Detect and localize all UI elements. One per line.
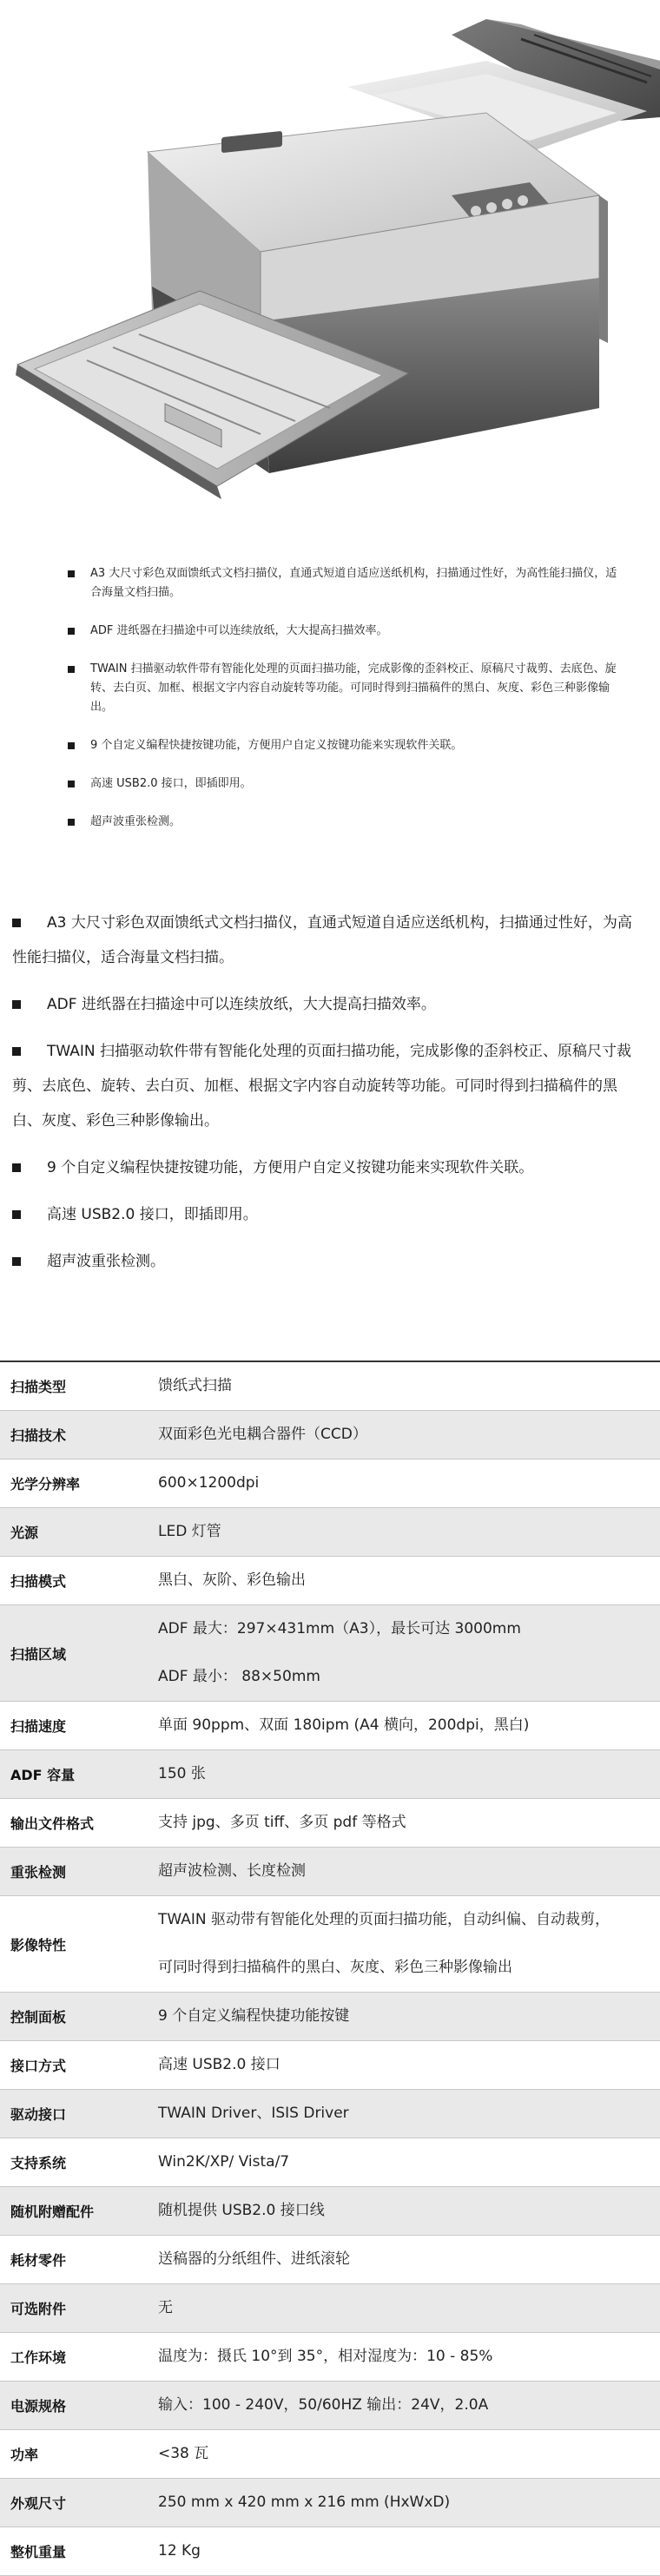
- spec-value: 馈纸式扫描: [158, 1377, 232, 1394]
- feature-item: [0, 1244, 660, 1279]
- spec-label: 影像特性: [10, 1936, 67, 1953]
- spec-label: 支持系统: [10, 2155, 67, 2171]
- feature-text: A3 大尺寸彩色双面馈纸式文档扫描仪，直通式短道自适应送纸机构，扫描通过性好，为高性能扫描仪，适合海量文档扫描。: [12, 914, 632, 966]
- spec-value: 250 mm x 420 mm x 216 mm (HxWxD): [158, 2494, 451, 2511]
- spec-row: [0, 2382, 660, 2430]
- spec-label: 扫描区域: [10, 1645, 67, 1663]
- feature-list-small: [0, 564, 660, 851]
- bullet-square-icon: [12, 1210, 21, 1219]
- feature-item: [0, 987, 660, 1022]
- feature-item: [0, 1034, 660, 1138]
- spec-row: [0, 1702, 660, 1750]
- bullet-square-icon: [68, 819, 75, 826]
- feature-item: [0, 774, 660, 794]
- spec-values: [158, 1508, 660, 1556]
- spec-values: [158, 1896, 660, 1992]
- spec-values: [158, 1799, 660, 1847]
- spec-value: 可同时得到扫描稿件的黑白、灰度、彩色三种影像输出: [158, 1959, 512, 1976]
- feature-text: 9 个自定义编程快捷按键功能，方便用户自定义按键功能来实现软件关联。: [47, 1159, 534, 1176]
- feature-list-large: [0, 906, 660, 1291]
- spec-value: 双面彩色光电耦合器件（CCD）: [158, 1426, 367, 1443]
- spec-values: [158, 1459, 660, 1507]
- spec-values: [158, 2138, 660, 2186]
- spec-row: [0, 1799, 660, 1848]
- spec-value: 超声波检测、长度检测: [158, 1862, 306, 1880]
- spec-label: 控制面板: [10, 2009, 67, 2026]
- feature-item: [0, 906, 660, 975]
- feature-item: [0, 1197, 660, 1232]
- feature-item: [0, 813, 660, 832]
- feature-text: TWAIN 扫描驱动软件带有智能化处理的页面扫描功能，完成影像的歪斜校正、原稿尺寸裁剪、去底色、旋转、去白页、加框、根据文字内容自动旋转等功能。可同时得到扫描稿件的黑白、灰度、彩色三种影像输出。: [12, 1043, 632, 1130]
- bullet-square-icon: [68, 742, 75, 749]
- bullet-square-icon: [12, 1000, 21, 1009]
- spec-row: [0, 1605, 660, 1702]
- spec-values: [158, 2382, 660, 2429]
- spec-label: 耗材零件: [10, 2252, 67, 2269]
- spec-values: [158, 1993, 660, 2040]
- spec-value: 黑白、灰阶、彩色输出: [158, 1571, 306, 1589]
- bullet-square-icon: [12, 1047, 21, 1056]
- spec-row: [0, 2041, 660, 2090]
- spec-label: 光学分辨率: [10, 1476, 81, 1492]
- spec-row: [0, 1411, 660, 1459]
- spec-row: [0, 1896, 660, 1993]
- bullet-square-icon: [68, 628, 75, 635]
- spec-value: 支持 jpg、多页 tiff、多页 pdf 等格式: [158, 1814, 406, 1831]
- spec-row: [0, 2090, 660, 2138]
- spec-values: [158, 1605, 660, 1701]
- spec-values: [158, 2527, 660, 2575]
- spec-values: [158, 2479, 660, 2527]
- spec-label: 功率: [10, 2447, 39, 2463]
- spec-row: [0, 2284, 660, 2333]
- scanner-illustration: [0, 0, 660, 538]
- bullet-square-icon: [68, 781, 75, 787]
- bullet-square-icon: [68, 570, 75, 577]
- feature-text: TWAIN 扫描驱动软件带有智能化处理的页面扫描功能，完成影像的歪斜校正、原稿尺寸裁剪、去底色、旋转、去白页、加框、根据文字内容自动旋转等功能。可同时得到扫描稿件的黑白、灰度、彩色三种影像输出。: [90, 662, 617, 714]
- spec-values: [158, 2187, 660, 2235]
- spec-values: [158, 1702, 660, 1749]
- spec-label: 光源: [10, 1525, 39, 1541]
- feature-item: [0, 736, 660, 755]
- spec-values: [158, 2430, 660, 2478]
- spec-values: [158, 1411, 660, 1459]
- spec-value: 无: [158, 2299, 173, 2316]
- feature-text: ADF 进纸器在扫描途中可以连续放纸，大大提高扫描效率。: [47, 996, 436, 1013]
- spec-label: 重张检测: [10, 1864, 67, 1881]
- spec-label: 驱动接口: [10, 2106, 67, 2123]
- spec-value: 高速 USB2.0 接口: [158, 2056, 280, 2073]
- spec-values: [158, 1362, 660, 1410]
- feature-text: 9 个自定义编程快捷按键功能，方便用户自定义按键功能来实现软件关联。: [90, 739, 463, 752]
- bullet-square-icon: [12, 1257, 21, 1266]
- spec-row: [0, 1508, 660, 1557]
- spec-table: [0, 1360, 660, 2576]
- spec-label: 外观尺寸: [10, 2495, 67, 2512]
- spec-value: 12 Kg: [158, 2542, 201, 2560]
- spec-row: [0, 1362, 660, 1411]
- bullet-square-icon: [68, 666, 75, 673]
- spec-value: 9 个自定义编程快捷功能按键: [158, 2007, 350, 2025]
- spec-row: [0, 1848, 660, 1896]
- feature-text: 高速 USB2.0 接口，即插即用。: [47, 1206, 258, 1223]
- spec-value: ADF 最小： 88×50mm: [158, 1668, 320, 1685]
- spec-label: 输出文件格式: [10, 1815, 95, 1832]
- feature-text: 高速 USB2.0 接口，即插即用。: [90, 777, 252, 790]
- spec-value: Win2K/XP/ Vista/7: [158, 2153, 290, 2171]
- spec-value: ADF 最大：297×431mm（A3），最长可达 3000mm: [158, 1620, 521, 1637]
- feature-item: [0, 660, 660, 717]
- spec-value: 送稿器的分纸组件、进纸滚轮: [158, 2250, 350, 2268]
- spec-row: [0, 1993, 660, 2041]
- spec-values: [158, 1750, 660, 1798]
- feature-text: 超声波重张检测。: [47, 1253, 165, 1270]
- spec-value: TWAIN 驱动带有智能化处理的页面扫描功能，自动纠偏、自动裁剪，: [158, 1911, 610, 1928]
- feature-item: [0, 1150, 660, 1185]
- spec-value: 温度为：摄氏 10°到 35°，相对湿度为：10 - 85%: [158, 2348, 493, 2365]
- feature-item: [0, 564, 660, 603]
- spec-values: [158, 2041, 660, 2089]
- spec-value: TWAIN Driver、ISIS Driver: [158, 2105, 349, 2122]
- spec-value: 单面 90ppm、双面 180ipm (A4 横向，200dpi，黑白): [158, 1716, 530, 1734]
- spec-values: [158, 2284, 660, 2332]
- spec-label: 随机附赠配件: [10, 2204, 95, 2220]
- spec-label: 扫描类型: [10, 1379, 67, 1395]
- feature-text: ADF 进纸器在扫描途中可以连续放纸，大大提高扫描效率。: [90, 624, 388, 637]
- spec-value: 随机提供 USB2.0 接口线: [158, 2202, 325, 2219]
- spec-row: [0, 2430, 660, 2479]
- spec-row: [0, 2479, 660, 2527]
- product-image: [0, 0, 660, 538]
- spec-values: [158, 1557, 660, 1604]
- spec-label: 扫描技术: [10, 1427, 67, 1444]
- spec-label: 可选附件: [10, 2301, 67, 2317]
- spec-values: [158, 2333, 660, 2381]
- spec-label: 工作环境: [10, 2349, 67, 2366]
- spec-row: [0, 1557, 660, 1605]
- spec-row: [0, 2187, 660, 2236]
- feature-text: 超声波重张检测。: [90, 815, 182, 828]
- spec-label: 接口方式: [10, 2058, 67, 2074]
- spec-row: [0, 2236, 660, 2284]
- spec-value: 600×1200dpi: [158, 1474, 260, 1492]
- spec-values: [158, 2090, 660, 2138]
- spec-label: 扫描速度: [10, 1718, 67, 1735]
- spec-value: 150 张: [158, 1765, 206, 1782]
- spec-label: 扫描模式: [10, 1573, 67, 1590]
- feature-item: [0, 622, 660, 641]
- bullet-square-icon: [12, 919, 21, 927]
- spec-values: [158, 2236, 660, 2283]
- bullet-square-icon: [12, 1163, 21, 1172]
- spec-values: [158, 1848, 660, 1895]
- spec-value: 输入：100 - 240V，50/60HZ 输出：24V，2.0A: [158, 2396, 489, 2414]
- spec-value: <38 瓦: [158, 2445, 209, 2462]
- spec-label: 电源规格: [10, 2398, 67, 2415]
- spec-row: [0, 2333, 660, 2382]
- spec-row: [0, 2138, 660, 2187]
- feature-text: A3 大尺寸彩色双面馈纸式文档扫描仪，直通式短道自适应送纸机构，扫描通过性好，为高性能扫描仪，适合海量文档扫描。: [90, 567, 617, 599]
- spec-value: LED 灯管: [158, 1523, 221, 1540]
- spec-row: [0, 1750, 660, 1799]
- spec-label: ADF 容量: [10, 1767, 76, 1783]
- spec-row: [0, 1459, 660, 1508]
- spec-row: [0, 2527, 660, 2576]
- spec-label: 整机重量: [10, 2544, 67, 2560]
